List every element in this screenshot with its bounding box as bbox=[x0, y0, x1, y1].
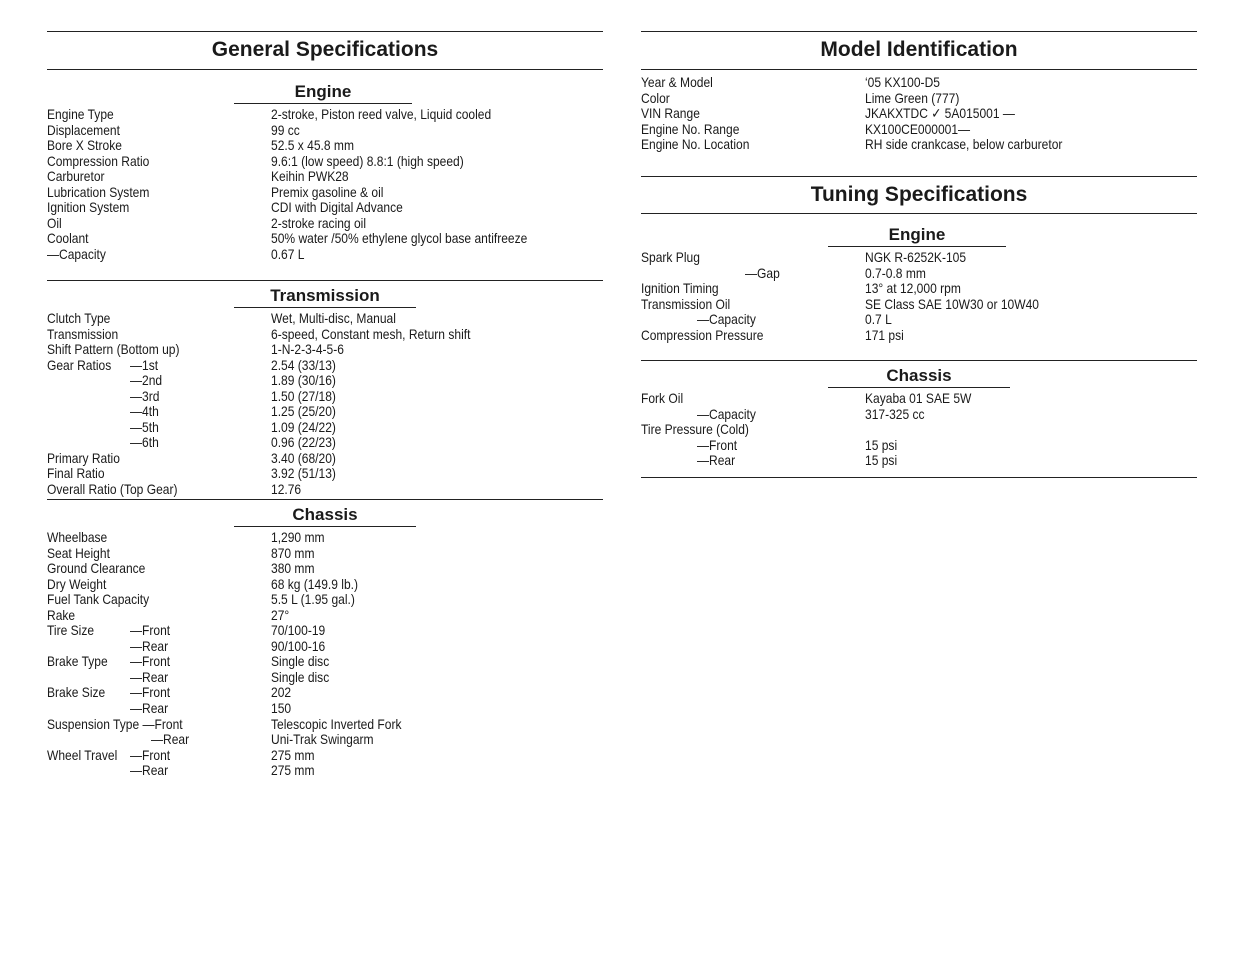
spec-value: 1,290 mm bbox=[271, 529, 325, 545]
spec-value: Telescopic Inverted Fork bbox=[271, 715, 402, 732]
spec-value: 0.96 (22/23) bbox=[271, 434, 336, 451]
tuning-chassis-section-title: Chassis bbox=[828, 366, 1010, 388]
spec-label: Bore X Stroke bbox=[47, 137, 122, 154]
spec-value: 1.09 (24/22) bbox=[271, 418, 336, 435]
spec-value: 171 psi bbox=[865, 326, 904, 343]
spec-label: Fork Oil bbox=[641, 390, 684, 406]
spec-label: Tire Pressure (Cold) bbox=[641, 421, 749, 438]
spec-row bbox=[47, 311, 603, 327]
spec-row bbox=[641, 438, 1197, 454]
section-divider bbox=[47, 280, 603, 281]
spec-label: Suspension Type —Front bbox=[47, 715, 183, 732]
spec-sublabel: —3rd bbox=[130, 387, 160, 404]
spec-row bbox=[47, 623, 603, 639]
spec-value: 50% water /50% ethylene glycol base antifreeze bbox=[271, 230, 528, 247]
spec-label: Fuel Tank Capacity bbox=[47, 591, 150, 608]
spec-sublabel: —Gap bbox=[745, 264, 780, 281]
spec-label: Clutch Type bbox=[47, 310, 111, 326]
engine-spec-rows bbox=[47, 107, 603, 262]
spec-row bbox=[47, 451, 603, 467]
spec-row bbox=[47, 561, 603, 577]
spec-row bbox=[47, 247, 603, 263]
spec-row bbox=[641, 297, 1197, 313]
spec-value: RH side crankcase, below carburetor bbox=[865, 136, 1063, 153]
spec-value: 202 bbox=[271, 684, 292, 701]
spec-row bbox=[47, 530, 603, 546]
spec-row bbox=[47, 169, 603, 185]
spec-value: KX100CE000001— bbox=[865, 120, 971, 137]
spec-label: Year & Model bbox=[641, 74, 713, 90]
spec-row bbox=[47, 592, 603, 608]
title-underline-rule bbox=[47, 69, 603, 70]
spec-label: Coolant bbox=[47, 230, 89, 247]
spec-row bbox=[641, 391, 1197, 407]
spec-value: SE Class SAE 10W30 or 10W40 bbox=[865, 295, 1039, 312]
bottom-rule bbox=[641, 477, 1197, 478]
chassis-section-title: Chassis bbox=[234, 505, 416, 527]
spec-label: Seat Height bbox=[47, 544, 110, 561]
spec-row bbox=[47, 685, 603, 701]
spec-value: NGK R-6252K-105 bbox=[865, 249, 967, 265]
spec-row bbox=[641, 91, 1197, 107]
spec-label: Oil bbox=[47, 214, 62, 231]
spec-label: Brake Size bbox=[47, 684, 106, 701]
spec-row bbox=[47, 123, 603, 139]
section-divider bbox=[47, 499, 603, 500]
model-identification-title: Model Identification bbox=[820, 38, 1018, 61]
spec-value: 1-N-2-3-4-5-6 bbox=[271, 341, 344, 358]
spec-sublabel: —Capacity bbox=[697, 405, 756, 422]
tuning-chassis-rows bbox=[641, 391, 1197, 469]
spec-sublabel: —Front bbox=[130, 622, 171, 639]
spec-row bbox=[47, 435, 603, 451]
spec-row bbox=[47, 701, 603, 717]
spec-value: 15 psi bbox=[865, 436, 898, 453]
spec-row bbox=[641, 250, 1197, 266]
spec-value: 70/100-19 bbox=[271, 622, 326, 639]
spec-value: 1.50 (27/18) bbox=[271, 387, 336, 404]
spec-row bbox=[47, 327, 603, 343]
tuning-engine-rows bbox=[641, 250, 1197, 343]
spec-sublabel: —Front bbox=[130, 746, 171, 763]
spec-value: 275 mm bbox=[271, 746, 315, 763]
spec-label: Ignition Timing bbox=[641, 280, 719, 297]
spec-label: Gear Ratios bbox=[47, 356, 112, 373]
spec-sublabel: —4th bbox=[130, 403, 159, 420]
spec-row bbox=[47, 154, 603, 170]
spec-row bbox=[47, 732, 603, 748]
spec-value: 99 cc bbox=[271, 121, 300, 138]
spec-row bbox=[47, 748, 603, 764]
spec-label: Carburetor bbox=[47, 168, 105, 185]
spec-value: Premix gasoline & oil bbox=[271, 183, 384, 200]
spec-value: 150 bbox=[271, 700, 292, 717]
transmission-spec-rows bbox=[47, 311, 603, 498]
spec-row bbox=[47, 420, 603, 436]
spec-row bbox=[47, 231, 603, 247]
spec-row bbox=[47, 763, 603, 779]
spec-label: Brake Type bbox=[47, 653, 108, 670]
spec-row bbox=[47, 717, 603, 733]
spec-sublabel: —Front bbox=[130, 653, 171, 670]
spec-value: 0.67 L bbox=[271, 245, 305, 262]
spec-label: Color bbox=[641, 89, 670, 106]
spec-sublabel: —Rear bbox=[130, 700, 169, 717]
tuning-specifications-title: Tuning Specifications bbox=[810, 183, 1028, 206]
top-rule bbox=[47, 31, 603, 32]
spec-sublabel: —Rear bbox=[697, 452, 736, 469]
section-divider bbox=[641, 360, 1197, 361]
spec-row bbox=[47, 389, 603, 405]
spec-value: 15 psi bbox=[865, 452, 898, 469]
spec-label: Dry Weight bbox=[47, 575, 107, 592]
spec-row bbox=[47, 466, 603, 482]
spec-value: 380 mm bbox=[271, 560, 315, 577]
spec-label: Rake bbox=[47, 606, 76, 623]
spec-value: 68 kg (149.9 lb.) bbox=[271, 575, 359, 592]
spec-label: Primary Ratio bbox=[47, 449, 120, 466]
spec-sublabel: —Rear bbox=[130, 668, 169, 685]
spec-sublabel: —Front bbox=[697, 436, 738, 453]
spec-value: Single disc bbox=[271, 668, 330, 685]
spec-value: 2-stroke racing oil bbox=[271, 214, 367, 231]
spec-label: Shift Pattern (Bottom up) bbox=[47, 341, 180, 358]
spec-row bbox=[641, 453, 1197, 469]
spec-value: 13° at 12,000 rpm bbox=[865, 280, 961, 297]
spec-value: Uni-Trak Swingarm bbox=[271, 731, 374, 748]
title-underline-rule bbox=[641, 213, 1197, 214]
spec-label: Overall Ratio (Top Gear) bbox=[47, 481, 178, 498]
spec-label: —Capacity bbox=[47, 245, 106, 262]
spec-value: 0.7 L bbox=[865, 311, 892, 328]
spec-value: Wet, Multi-disc, Manual bbox=[271, 310, 396, 326]
transmission-section-title: Transmission bbox=[234, 286, 416, 308]
model-identification-rows bbox=[641, 75, 1197, 153]
spec-value: 90/100-16 bbox=[271, 637, 326, 654]
spec-row bbox=[47, 138, 603, 154]
spec-label: Lubrication System bbox=[47, 183, 150, 200]
spec-label: Tire Size bbox=[47, 622, 95, 639]
spec-value: ‘05 KX100-D5 bbox=[865, 74, 940, 90]
spec-row bbox=[47, 373, 603, 389]
top-rule bbox=[641, 31, 1197, 32]
spec-label: Engine Type bbox=[47, 106, 114, 122]
spec-value: JKAKXTDC ✓ 5A015001 — bbox=[865, 105, 1015, 122]
spec-value: 2-stroke, Piston reed valve, Liquid cooled bbox=[271, 106, 492, 122]
spec-value: 5.5 L (1.95 gal.) bbox=[271, 591, 355, 608]
spec-label: Transmission Oil bbox=[641, 295, 731, 312]
engine-section-title: Engine bbox=[234, 82, 412, 104]
spec-value: Lime Green (777) bbox=[865, 89, 960, 106]
title-underline-rule bbox=[641, 69, 1197, 70]
spec-value: 0.7-0.8 mm bbox=[865, 264, 926, 281]
spec-label: Transmission bbox=[47, 325, 119, 342]
spec-value: Keihin PWK28 bbox=[271, 168, 349, 185]
spec-row bbox=[47, 200, 603, 216]
spec-label: Engine No. Range bbox=[641, 120, 740, 137]
spec-value: Kayaba 01 SAE 5W bbox=[865, 390, 972, 406]
spec-label: Engine No. Location bbox=[641, 136, 750, 153]
spec-row bbox=[641, 312, 1197, 328]
spec-row bbox=[641, 281, 1197, 297]
section-divider bbox=[641, 176, 1197, 177]
spec-sublabel: —Rear bbox=[151, 731, 190, 748]
spec-sublabel: —Front bbox=[130, 684, 171, 701]
spec-label: Wheelbase bbox=[47, 529, 108, 545]
spec-label: Spark Plug bbox=[641, 249, 700, 265]
spec-sublabel: —5th bbox=[130, 418, 159, 435]
spec-label: Wheel Travel bbox=[47, 746, 118, 763]
spec-row bbox=[47, 670, 603, 686]
spec-value: Single disc bbox=[271, 653, 330, 670]
spec-value: 52.5 x 45.8 mm bbox=[271, 137, 354, 154]
spec-row bbox=[47, 639, 603, 655]
general-specifications-title: General Specifications bbox=[211, 38, 439, 61]
spec-label: VIN Range bbox=[641, 105, 700, 122]
spec-value: 1.25 (25/20) bbox=[271, 403, 336, 420]
spec-sublabel: —2nd bbox=[130, 372, 163, 389]
spec-value: 317-325 cc bbox=[865, 405, 925, 422]
spec-label: Ignition System bbox=[47, 199, 130, 216]
spec-row bbox=[47, 342, 603, 358]
spec-value: 12.76 bbox=[271, 481, 302, 498]
spec-sublabel: —1st bbox=[130, 356, 159, 373]
spec-row bbox=[641, 407, 1197, 423]
spec-value: 3.40 (68/20) bbox=[271, 449, 336, 466]
spec-row bbox=[641, 266, 1197, 282]
spec-row bbox=[641, 328, 1197, 344]
spec-sublabel: —Rear bbox=[130, 762, 169, 779]
spec-row bbox=[641, 106, 1197, 122]
spec-sublabel: —Rear bbox=[130, 637, 169, 654]
spec-label: Ground Clearance bbox=[47, 560, 146, 577]
spec-row bbox=[641, 137, 1197, 153]
tuning-engine-section-title: Engine bbox=[828, 225, 1006, 247]
spec-value: CDI with Digital Advance bbox=[271, 199, 403, 216]
spec-row bbox=[47, 577, 603, 593]
spec-row bbox=[47, 107, 603, 123]
spec-label: Compression Ratio bbox=[47, 152, 150, 169]
spec-value: 2.54 (33/13) bbox=[271, 356, 336, 373]
spec-sublabel: —6th bbox=[130, 434, 159, 451]
spec-row bbox=[47, 654, 603, 670]
spec-row bbox=[641, 122, 1197, 138]
chassis-spec-rows bbox=[47, 530, 603, 779]
spec-value: 6-speed, Constant mesh, Return shift bbox=[271, 325, 471, 342]
spec-value: 1.89 (30/16) bbox=[271, 372, 336, 389]
spec-row bbox=[47, 358, 603, 374]
spec-value: 9.6:1 (low speed) 8.8:1 (high speed) bbox=[271, 152, 464, 169]
spec-value: 3.92 (51/13) bbox=[271, 465, 336, 482]
spec-sublabel: —Capacity bbox=[697, 311, 756, 328]
spec-row bbox=[47, 185, 603, 201]
spec-label: Displacement bbox=[47, 121, 120, 138]
spec-value: 27° bbox=[271, 606, 290, 623]
spec-row bbox=[47, 608, 603, 624]
spec-value: 275 mm bbox=[271, 762, 315, 779]
spec-row bbox=[47, 216, 603, 232]
spec-row bbox=[47, 482, 603, 498]
spec-value: 870 mm bbox=[271, 544, 315, 561]
spec-label: Final Ratio bbox=[47, 465, 105, 482]
spec-row bbox=[47, 546, 603, 562]
spec-row bbox=[47, 404, 603, 420]
spec-row bbox=[641, 75, 1197, 91]
spec-label: Compression Pressure bbox=[641, 326, 764, 343]
spec-row bbox=[641, 422, 1197, 438]
